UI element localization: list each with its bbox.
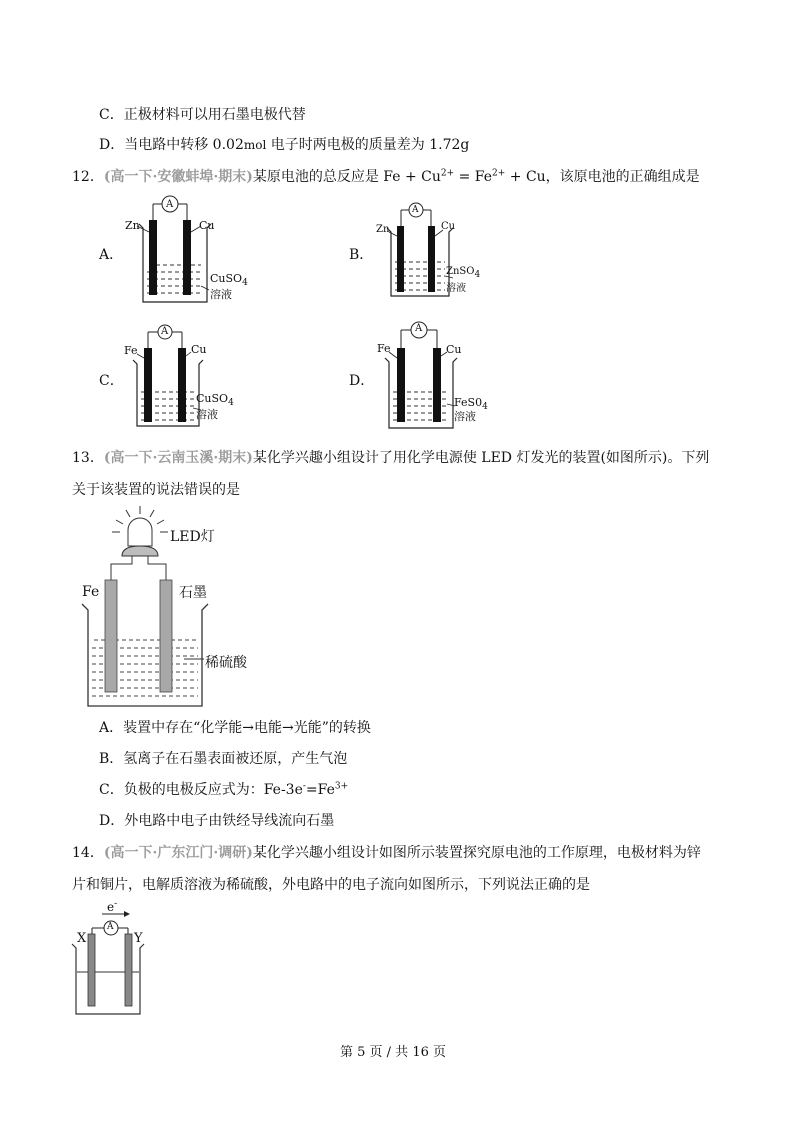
q12-option-c-solution-sub: 4 xyxy=(228,398,234,409)
q12-option-a-solution xyxy=(210,272,248,289)
q14-stem-line1 xyxy=(72,842,701,862)
q13-number: 13． xyxy=(72,450,104,466)
q12-option-a-solution-word: 溶液 xyxy=(210,288,232,301)
q12-option-b-figure xyxy=(375,198,495,302)
q12-option-b-left-electrode: Zn xyxy=(376,224,390,235)
q12-option-c-meter-label: A xyxy=(161,326,169,337)
q14-meter-label: A xyxy=(107,922,114,932)
q12-option-c-solution-word: 溶液 xyxy=(196,408,218,421)
q12-ion-charge: 2+ xyxy=(440,168,455,179)
q12-option-b-solution-sub: 4 xyxy=(474,270,481,280)
q13-option-c-text2: =Fe xyxy=(305,782,335,798)
q11-option-c: C．正极材料可以用石墨电极代替 xyxy=(99,107,306,123)
q11-option-d-value: 1.72g xyxy=(429,137,470,153)
q12-option-a-meter-label: A xyxy=(166,199,174,210)
q12-option-d-right-electrode: Cu xyxy=(446,343,462,356)
q13-option-c-electron-charge: - xyxy=(302,781,306,792)
q12-option-c-solution xyxy=(196,392,234,409)
q14-left-electrode: X xyxy=(77,931,87,946)
q12-option-b-solution-word: 溶液 xyxy=(446,283,466,294)
q11-option-d-text: D．当电路中转移 0.02 xyxy=(99,137,244,153)
q14-stem-text: 某化学兴趣小组设计如图所示装置探究原电池的工作原理，电极材料为锌 xyxy=(252,845,701,861)
q12-option-a-letter: A． xyxy=(99,247,124,263)
q11-option-d-text2: 电子时两电极的质量差为 xyxy=(266,137,430,153)
q12-option-c-solution-formula: CuSO xyxy=(196,392,229,405)
q12-option-b-solution xyxy=(446,266,481,280)
q14-stem-line2: 片和铜片，电解质溶液为稀硫酸，外电路中的电子流向如图所示，下列说法正确的是 xyxy=(72,877,590,893)
q13-source-tag: (高一下·云南玉溪·期末) xyxy=(103,450,253,466)
q12-option-c-figure xyxy=(125,318,245,430)
q12-option-d-solution-sub: 4 xyxy=(482,402,488,413)
q14-source-tag: (高一下·广东江门·调研) xyxy=(103,845,253,861)
q12-stem xyxy=(72,166,700,186)
q12-option-d-meter-label: A xyxy=(415,323,423,334)
q12-option-d-letter: D． xyxy=(349,373,375,389)
q12-source-tag: (高一下·安徽蚌埠·期末) xyxy=(103,169,253,185)
q13-option-c xyxy=(99,779,348,799)
q14-electron-symbol: e xyxy=(107,900,115,914)
q11-option-d xyxy=(99,134,469,154)
q13-solution-label: 稀硫酸 xyxy=(205,655,247,671)
q13-stem-line1 xyxy=(72,447,709,467)
q12-option-d-solution-formula: FeS0 xyxy=(454,396,483,409)
q12-option-b-solution-formula: ZnSO xyxy=(446,266,475,277)
q11-option-d-unit: mol xyxy=(243,138,267,152)
q14-electron-label xyxy=(107,900,117,914)
q13-stem-text: 某化学兴趣小组设计了用化学电源使 LED 灯发光的装置(如图所示)。下列 xyxy=(252,450,710,466)
q12-stem-text2: = Fe xyxy=(454,169,493,185)
q12-stem-text3: + Cu，该原电池的正确组成是 xyxy=(505,169,700,185)
q14-electron-charge: - xyxy=(114,899,118,909)
q12-option-d-solution-word: 溶液 xyxy=(454,410,476,423)
q12-option-c-letter: C． xyxy=(99,373,124,389)
q13-option-d: D．外电路中电子由铁经导线流向石墨 xyxy=(99,813,335,829)
q12-option-d-figure xyxy=(375,316,495,432)
q13-left-electrode: Fe xyxy=(82,584,100,600)
q12-number: 12． xyxy=(72,169,104,185)
q12-option-c-left-electrode: Fe xyxy=(124,344,138,357)
q12-option-b-meter-label: A xyxy=(412,205,419,215)
q14-number: 14． xyxy=(72,845,104,861)
q13-stem-line2: 关于该装置的说法错误的是 xyxy=(72,482,240,498)
q12-stem-text: 某原电池的总反应是 Fe + Cu xyxy=(252,169,441,185)
q13-option-a: A．装置中存在“化学能→电能→光能”的转换 xyxy=(99,720,371,736)
page-footer: 第 5 页 / 共 16 页 xyxy=(340,1045,446,1060)
q12-ion-charge-2: 2+ xyxy=(492,168,506,179)
q12-option-b-right-electrode: Cu xyxy=(441,221,456,232)
q14-right-electrode: Y xyxy=(134,931,143,946)
q14-figure xyxy=(70,900,160,1020)
q13-option-b: B．氢离子在石墨表面被还原，产生气泡 xyxy=(99,751,348,767)
q12-option-d-left-electrode: Fe xyxy=(377,342,391,355)
q12-option-a-solution-formula: CuSO xyxy=(210,272,243,285)
q13-led-label: LED灯 xyxy=(170,529,215,545)
q12-option-c-right-electrode: Cu xyxy=(191,343,207,356)
q13-right-electrode: 石墨 xyxy=(179,585,207,601)
q12-option-a-right-electrode: Cu xyxy=(199,219,215,232)
q12-option-a-left-electrode: Zn xyxy=(125,219,140,232)
q13-option-c-ion-charge: 3+ xyxy=(334,781,349,792)
q12-option-a-figure xyxy=(125,190,255,310)
q13-option-c-text: C．负极的电极反应式为：Fe-3e xyxy=(99,782,303,798)
q12-option-a-solution-sub: 4 xyxy=(242,278,248,289)
q12-option-b-letter: B． xyxy=(349,247,374,263)
